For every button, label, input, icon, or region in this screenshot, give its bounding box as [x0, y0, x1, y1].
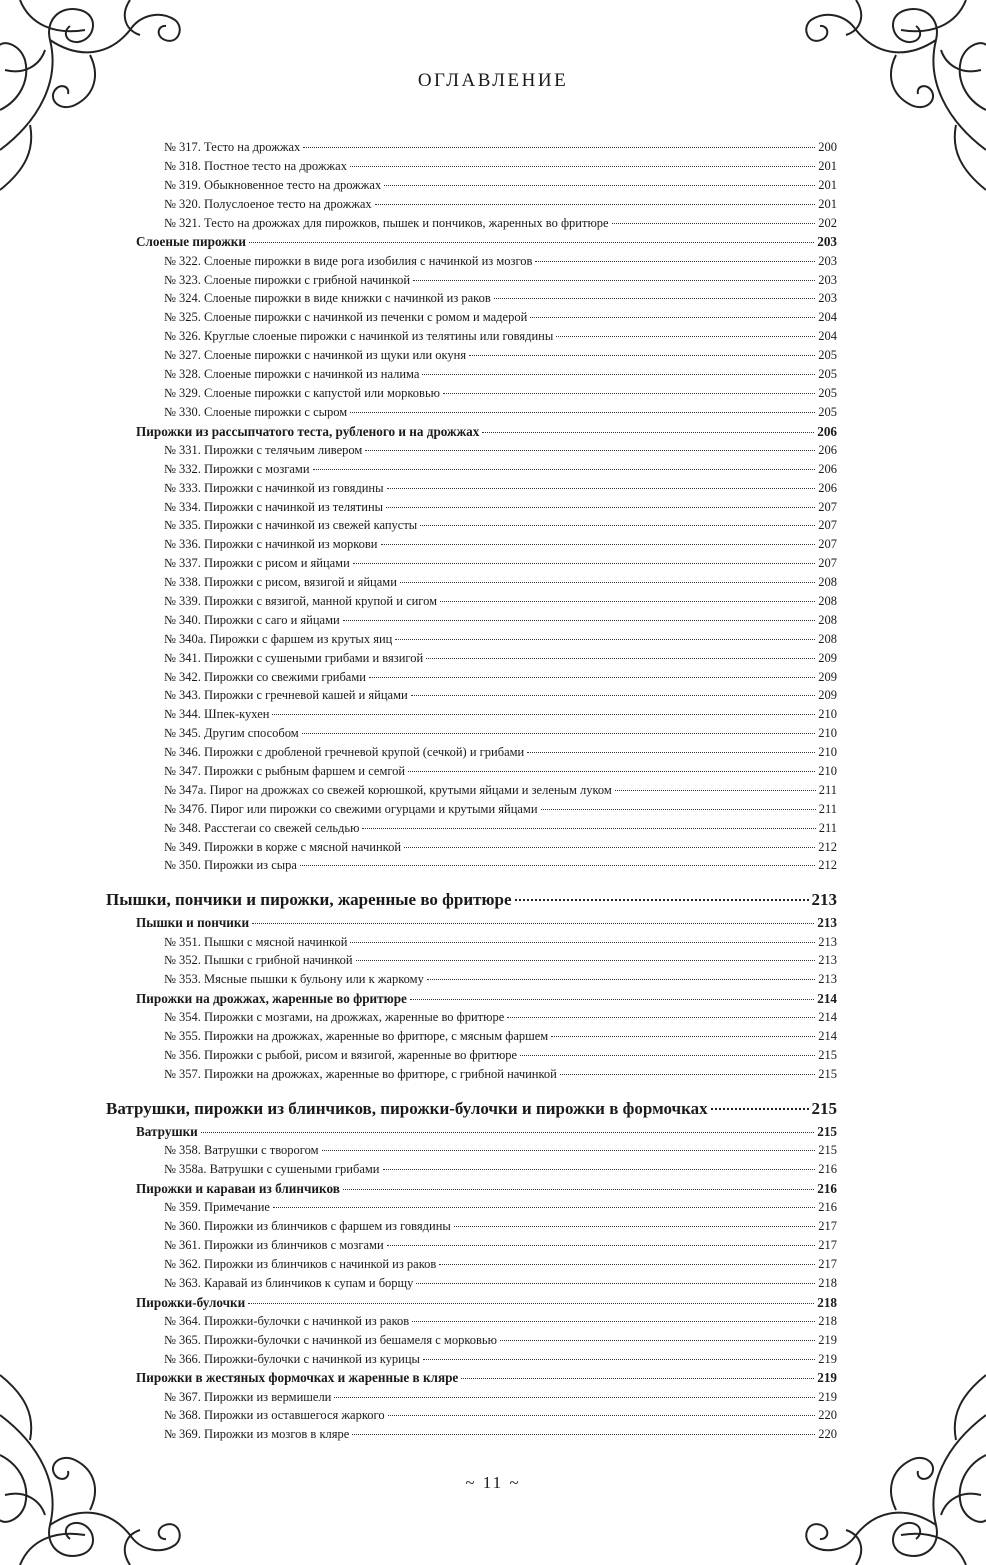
toc-entry-page: 208: [818, 612, 837, 627]
toc-entry-page: 210: [818, 707, 837, 722]
toc-entry[interactable]: [106, 651, 837, 670]
dot-leader: [413, 280, 815, 281]
toc-entry-page: 212: [818, 839, 837, 854]
toc-entry-page: 215: [818, 1067, 837, 1082]
toc-entry-title: № 335. Пирожки с начинкой из свежей капусты: [164, 518, 418, 533]
toc-entry[interactable]: [106, 1427, 837, 1446]
dot-leader: [408, 771, 815, 772]
toc-entry-page: 218: [817, 1294, 837, 1310]
toc-entry-title: Пирожки на дрожжах, жаренные во фритюре: [136, 991, 407, 1007]
dot-leader: [711, 1108, 809, 1110]
dot-leader: [386, 507, 815, 508]
toc-entry-title: № 323. Слоеные пирожки с грибной начинкой: [164, 272, 411, 287]
dot-leader: [423, 1359, 815, 1360]
dot-leader: [302, 733, 816, 734]
toc-entry-page: 209: [818, 669, 837, 684]
toc-entry-title: № 318. Постное тесто на дрожжах: [164, 158, 347, 173]
toc-entry[interactable]: [106, 575, 837, 594]
toc-entry[interactable]: [106, 688, 837, 707]
toc-entry-title: № 343. Пирожки с гречневой кашей и яйцами: [164, 688, 408, 703]
toc-entry-title: № 364. Пирожки-булочки с начинкой из раков: [164, 1313, 410, 1328]
toc-entry[interactable]: [106, 858, 837, 877]
toc-entry-title: № 320. Полуслоеное тесто на дрожжах: [164, 196, 372, 211]
dot-leader: [352, 1434, 815, 1435]
toc-entry[interactable]: [106, 310, 837, 329]
dot-leader: [381, 544, 816, 545]
toc-entry-page: 213: [817, 915, 837, 931]
toc-entry-page: 207: [818, 499, 837, 514]
toc-section[interactable]: [106, 915, 837, 934]
dot-leader: [427, 979, 815, 980]
toc-entry-page: 220: [818, 1427, 837, 1442]
toc-entry-page: 201: [818, 158, 837, 173]
dot-leader: [560, 1074, 815, 1075]
toc-entry-title: № 362. Пирожки из блинчиков с начинкой из раков: [164, 1256, 437, 1271]
toc-entry-title: Пышки, пончики и пирожки, жаренные во фритюре: [106, 890, 512, 910]
toc-entry-title: № 355. Пирожки на дрожжах, жаренные во фритюре, с мясным фаршем: [164, 1029, 549, 1044]
toc-entry[interactable]: [106, 1048, 837, 1067]
toc-entry-page: 214: [818, 1029, 837, 1044]
toc-entry[interactable]: [106, 197, 837, 216]
dot-leader: [535, 261, 815, 262]
toc-entry-page: 213: [818, 972, 837, 987]
dot-leader: [416, 1283, 815, 1284]
toc-entry-page: 217: [818, 1218, 837, 1233]
dot-leader: [411, 695, 816, 696]
toc-entry-title: № 322. Слоеные пирожки в виде рога изобилия с начинкой из мозгов: [164, 253, 533, 268]
dot-leader: [426, 658, 815, 659]
toc-entry-title: № 356. Пирожки с рыбой, рисом и вязигой, жаренные во фритюре: [164, 1048, 518, 1063]
toc-entry[interactable]: [106, 1029, 837, 1048]
toc-entry-title: № 339. Пирожки с вязигой, манной крупой и сигом: [164, 593, 438, 608]
toc-section[interactable]: [106, 424, 837, 443]
toc-entry-title: № 347а. Пирог на дрожжах со свежей корюшкой, крутыми яйцами и зеленым луком: [164, 782, 612, 797]
toc-entry[interactable]: [106, 1238, 837, 1257]
toc-entry[interactable]: [106, 329, 837, 348]
toc-entry-title: № 350. Пирожки из сыра: [164, 858, 297, 873]
toc-entry-page: 211: [818, 782, 837, 797]
page-number: ~ 11 ~: [465, 1473, 521, 1492]
toc-entry-title: № 338. Пирожки с рисом, вязигой и яйцами: [164, 575, 397, 590]
toc-entry-page: 208: [818, 575, 837, 590]
toc-entry[interactable]: [106, 726, 837, 745]
toc-entry-page: 205: [818, 385, 837, 400]
dot-leader: [395, 639, 815, 640]
dot-leader: [249, 242, 814, 243]
toc-entry-page: 203: [818, 253, 837, 268]
toc-entry-page: 217: [818, 1256, 837, 1271]
toc-entry[interactable]: [106, 1219, 837, 1238]
dot-leader: [494, 298, 815, 299]
toc-entry-title: № 349. Пирожки в корже с мясной начинкой: [164, 839, 402, 854]
toc-entry-title: № 329. Слоеные пирожки с капустой или морковью: [164, 385, 441, 400]
toc-entry[interactable]: [106, 1067, 837, 1086]
toc-entry[interactable]: [106, 537, 837, 556]
toc-entry-page: 211: [818, 801, 837, 816]
toc-entry-page: 219: [818, 1389, 837, 1404]
toc-entry-title: № 344. Шпек-кухен: [164, 707, 270, 722]
toc-entry[interactable]: [106, 1352, 837, 1371]
toc-entry-title: Пирожки-булочки: [136, 1294, 246, 1310]
toc-entry[interactable]: [106, 594, 837, 613]
toc-entry-title: № 334. Пирожки с начинкой из телятины: [164, 499, 384, 514]
toc-entry-title: № 326. Круглые слоеные пирожки с начинкой из телятины или говядины: [164, 329, 554, 344]
dot-leader: [343, 620, 816, 621]
toc-entry-title: Слоеные пирожки: [136, 234, 246, 250]
page-title: ОГЛАВЛЕНИЕ: [417, 70, 569, 91]
dot-leader: [388, 1415, 816, 1416]
dot-leader: [469, 355, 815, 356]
toc-entry-page: 207: [818, 537, 837, 552]
toc-entry-page: 202: [818, 215, 837, 230]
toc-entry-title: № 332. Пирожки с мозгами: [164, 461, 310, 476]
toc-entry-title: № 351. Пышки с мясной начинкой: [164, 934, 348, 949]
toc-entry-page: 220: [818, 1408, 837, 1423]
dot-leader: [422, 374, 815, 375]
toc-entry-title: № 360. Пирожки из блинчиков с фаршем из говядины: [164, 1218, 451, 1233]
dot-leader: [541, 809, 816, 810]
toc-entry-title: № 346. Пирожки с дробленой гречневой крупой (сечкой) и грибами: [164, 745, 525, 760]
toc-entry-page: 207: [818, 556, 837, 571]
dot-leader: [343, 1189, 814, 1190]
toc-entry-title: Пирожки и караваи из блинчиков: [136, 1180, 340, 1196]
toc-entry-page: 216: [817, 1180, 837, 1196]
toc-entry[interactable]: [106, 935, 837, 954]
toc-entry-page: 215: [811, 1098, 837, 1118]
toc-entry-page: 203: [818, 291, 837, 306]
dot-leader: [303, 147, 815, 148]
toc-entry-title: № 363. Каравай из блинчиков к супам и борщу: [164, 1275, 414, 1290]
dot-leader: [454, 1226, 815, 1227]
toc-entry[interactable]: [106, 178, 837, 197]
toc-entry-page: 209: [818, 688, 837, 703]
dot-leader: [615, 790, 816, 791]
dot-leader: [404, 847, 815, 848]
toc-entry-title: № 321. Тесто на дрожжах для пирожков, пышек и пончиков, жаренных во фритюре: [164, 215, 609, 230]
toc-entry-page: 206: [818, 461, 837, 476]
toc-entry-title: № 319. Обыкновенное тесто на дрожжах: [164, 177, 382, 192]
toc-entry-title: № 327. Слоеные пирожки с начинкой из щуки или окуня: [164, 348, 467, 363]
toc-entry-title: № 347б. Пирог или пирожки со свежими огурцами и крутыми яйцами: [164, 801, 538, 816]
toc-entry-title: № 342. Пирожки со свежими грибами: [164, 669, 366, 684]
toc-section[interactable]: [106, 1295, 837, 1314]
toc-entry[interactable]: [106, 443, 837, 462]
dot-leader: [520, 1055, 815, 1056]
dot-leader: [530, 317, 815, 318]
toc-entry[interactable]: [106, 1276, 837, 1295]
toc-entry[interactable]: [106, 367, 837, 386]
toc-entry-page: 219: [817, 1370, 837, 1386]
toc-entry-page: 215: [818, 1048, 837, 1063]
toc-entry[interactable]: [106, 216, 837, 235]
toc-entry-title: № 358а. Ватрушки с сушеными грибами: [164, 1162, 380, 1177]
toc-entry[interactable]: [106, 386, 837, 405]
dot-leader: [439, 1264, 815, 1265]
toc-entry-page: 216: [818, 1162, 837, 1177]
dot-leader: [412, 1321, 815, 1322]
dot-leader: [387, 1245, 816, 1246]
dot-leader: [356, 960, 816, 961]
dot-leader: [365, 450, 815, 451]
toc-entry[interactable]: [106, 1333, 837, 1352]
dot-leader: [420, 525, 815, 526]
toc-entry-page: 211: [818, 820, 837, 835]
toc-entry-title: № 361. Пирожки из блинчиков с мозгами: [164, 1237, 384, 1252]
toc-entry-title: № 317. Тесто на дрожжах: [164, 140, 301, 154]
toc-entry-page: 214: [818, 1010, 837, 1025]
dot-leader: [482, 432, 814, 433]
toc-section[interactable]: [106, 1181, 837, 1200]
toc-entry-title: № 357. Пирожки на дрожжах, жаренные во фритюре, с грибной начинкой: [164, 1067, 557, 1082]
dot-leader: [201, 1132, 814, 1133]
toc-entry-page: 207: [818, 518, 837, 533]
dot-leader: [375, 204, 816, 205]
toc-entry-page: 206: [818, 442, 837, 457]
toc-entry-page: 213: [818, 953, 837, 968]
toc-entry[interactable]: [106, 953, 837, 972]
dot-leader: [369, 677, 815, 678]
toc-entry[interactable]: [106, 1143, 837, 1162]
toc-entry-page: 215: [817, 1123, 837, 1139]
toc-entry-title: № 336. Пирожки с начинкой из моркови: [164, 537, 378, 552]
toc-entry-page: 209: [818, 650, 837, 665]
toc-entry-title: № 352. Пышки с грибной начинкой: [164, 953, 353, 968]
toc-entry-page: 218: [818, 1313, 837, 1328]
toc-entry-title: № 348. Расстегаи со свежей сельдью: [164, 820, 360, 835]
toc-entry[interactable]: [106, 556, 837, 575]
section-spacer: [106, 877, 837, 890]
toc-entry-page: 217: [818, 1237, 837, 1252]
toc-entry[interactable]: [106, 1257, 837, 1276]
toc-entry-page: 212: [818, 858, 837, 873]
toc-entry[interactable]: [106, 518, 837, 537]
toc-entry-title: № 341. Пирожки с сушеными грибами и вязигой: [164, 650, 424, 665]
toc-entry-title: № 359. Примечание: [164, 1200, 270, 1215]
toc-entry-page: 205: [818, 404, 837, 419]
toc-entry-page: 206: [817, 423, 837, 439]
toc-entry-page: 219: [818, 1332, 837, 1347]
dot-leader: [273, 1207, 815, 1208]
toc-entry-title: № 365. Пирожки-булочки с начинкой из бешамеля с морковью: [164, 1332, 497, 1347]
toc-entry-page: 213: [811, 890, 837, 910]
toc-entry-title: Пирожки в жестяных формочках и жаренные в кляре: [136, 1370, 459, 1386]
toc-entry-page: 204: [818, 329, 837, 344]
toc-entry-title: № 358. Ватрушки с творогом: [164, 1143, 319, 1158]
toc-entry[interactable]: [106, 764, 837, 783]
toc-entry-title: № 369. Пирожки из мозгов в кляре: [164, 1427, 350, 1442]
toc-entry-page: 204: [818, 310, 837, 325]
toc-entry[interactable]: [106, 745, 837, 764]
toc-entry-title: № 331. Пирожки с телячьим ливером: [164, 442, 363, 457]
toc-entry-title: № 368. Пирожки из оставшегося жаркого: [164, 1408, 385, 1423]
toc-chapter[interactable]: [106, 890, 837, 915]
dot-leader: [507, 1017, 815, 1018]
toc-entry-page: 208: [818, 593, 837, 608]
dot-leader: [387, 488, 816, 489]
toc-entry-title: № 328. Слоеные пирожки с начинкой из налима: [164, 366, 420, 381]
toc-entry[interactable]: [106, 140, 837, 159]
toc-entry-page: 218: [818, 1275, 837, 1290]
toc-entry-title: № 333. Пирожки с начинкой из говядины: [164, 480, 384, 495]
toc-entry-page: 206: [818, 480, 837, 495]
dot-leader: [300, 865, 815, 866]
toc-entry-title: Ватрушки, пирожки из блинчиков, пирожки-булочки и пирожки в формочках: [106, 1098, 708, 1118]
toc-section[interactable]: [106, 991, 837, 1010]
toc-entry[interactable]: [106, 670, 837, 689]
toc-entry-title: № 325. Слоеные пирожки с начинкой из печенки с ромом и мадерой: [164, 310, 528, 325]
toc-entry-title: № 340. Пирожки с саго и яйцами: [164, 612, 340, 627]
toc-entry-page: 208: [818, 631, 837, 646]
toc-entry[interactable]: [106, 783, 837, 802]
toc-entry-page: 219: [818, 1351, 837, 1366]
toc-entry-page: 210: [818, 763, 837, 778]
toc-entry-title: № 337. Пирожки с рисом и яйцами: [164, 556, 350, 571]
toc-entry[interactable]: [106, 500, 837, 519]
toc-entry[interactable]: [106, 1200, 837, 1219]
dot-leader: [252, 923, 814, 924]
dot-leader: [383, 1169, 816, 1170]
dot-leader: [272, 714, 815, 715]
toc-section[interactable]: [106, 1370, 837, 1389]
toc-entry[interactable]: [106, 1162, 837, 1181]
toc-entry[interactable]: [106, 481, 837, 500]
dot-leader: [443, 393, 815, 394]
dot-leader: [334, 1397, 815, 1398]
dot-leader: [313, 469, 816, 470]
toc-entry-title: № 340а. Пирожки с фаршем из крутых яиц: [164, 631, 393, 646]
dot-leader: [515, 899, 809, 901]
dot-leader: [556, 336, 815, 337]
toc-entry[interactable]: [106, 1314, 837, 1333]
dot-leader: [322, 1150, 816, 1151]
toc-entry[interactable]: [106, 840, 837, 859]
dot-leader: [461, 1378, 814, 1379]
dot-leader: [350, 942, 815, 943]
toc-entry-title: № 347. Пирожки с рыбным фаршем и семгой: [164, 763, 406, 778]
toc-entry-title: Пирожки из рассыпчатого теста, рубленого и на дрожжах: [136, 423, 480, 439]
toc-entry-page: 205: [818, 366, 837, 381]
dot-leader: [612, 223, 816, 224]
toc-entry[interactable]: [106, 1408, 837, 1427]
toc-entry-page: 216: [818, 1200, 837, 1215]
toc-entry[interactable]: [106, 972, 837, 991]
toc-entry[interactable]: [106, 348, 837, 367]
dot-leader: [400, 582, 815, 583]
toc-entry-page: 205: [818, 348, 837, 363]
toc-entry[interactable]: [106, 1010, 837, 1029]
dot-leader: [353, 563, 815, 564]
toc-entry[interactable]: [106, 462, 837, 481]
toc-entry[interactable]: [106, 1390, 837, 1409]
toc-entry[interactable]: [106, 821, 837, 840]
toc-entry-page: 213: [818, 934, 837, 949]
toc-entry-page: 203: [817, 234, 837, 250]
toc-section[interactable]: [106, 1124, 837, 1143]
toc-entry[interactable]: [106, 254, 837, 273]
toc-entry-page: 201: [818, 177, 837, 192]
toc-entry[interactable]: [106, 291, 837, 310]
toc-entry-page: 201: [818, 196, 837, 211]
toc-section[interactable]: [106, 234, 837, 253]
toc-entry-page: 215: [818, 1143, 837, 1158]
toc-entry-page: 203: [818, 272, 837, 287]
toc-entry[interactable]: [106, 159, 837, 178]
toc-entry[interactable]: [106, 273, 837, 292]
toc-entry-title: № 354. Пирожки с мозгами, на дрожжах, жаренные во фритюре: [164, 1010, 505, 1025]
table-of-contents: [106, 140, 837, 1446]
dot-leader: [350, 166, 815, 167]
toc-entry-page: 200: [818, 140, 837, 154]
dot-leader: [440, 601, 815, 602]
toc-entry-title: № 330. Слоеные пирожки с сыром: [164, 404, 348, 419]
toc-entry[interactable]: [106, 613, 837, 632]
toc-entry[interactable]: [106, 802, 837, 821]
toc-entry[interactable]: [106, 707, 837, 726]
dot-leader: [500, 1340, 815, 1341]
toc-entry-page: 210: [818, 726, 837, 741]
toc-entry-title: Пышки и пончики: [136, 915, 250, 931]
dot-leader: [248, 1303, 814, 1304]
toc-entry-title: № 345. Другим способом: [164, 726, 299, 741]
toc-entry-title: № 367. Пирожки из вермишели: [164, 1389, 332, 1404]
dot-leader: [362, 828, 815, 829]
toc-entry-title: № 366. Пирожки-булочки с начинкой из курицы: [164, 1351, 420, 1366]
toc-entry-page: 214: [817, 991, 837, 1007]
toc-chapter[interactable]: [106, 1099, 837, 1124]
toc-entry-page: 210: [818, 745, 837, 760]
dot-leader: [384, 185, 815, 186]
toc-entry[interactable]: [106, 632, 837, 651]
toc-entry-title: № 324. Слоеные пирожки в виде книжки с начинкой из раков: [164, 291, 491, 306]
dot-leader: [551, 1036, 815, 1037]
toc-entry[interactable]: [106, 405, 837, 424]
dot-leader: [527, 752, 815, 753]
dot-leader: [410, 999, 814, 1000]
toc-entry-title: № 353. Мясные пышки к бульону или к жаркому: [164, 972, 424, 987]
dot-leader: [350, 412, 815, 413]
toc-entry-title: Ватрушки: [136, 1123, 198, 1139]
section-spacer: [106, 1086, 837, 1099]
